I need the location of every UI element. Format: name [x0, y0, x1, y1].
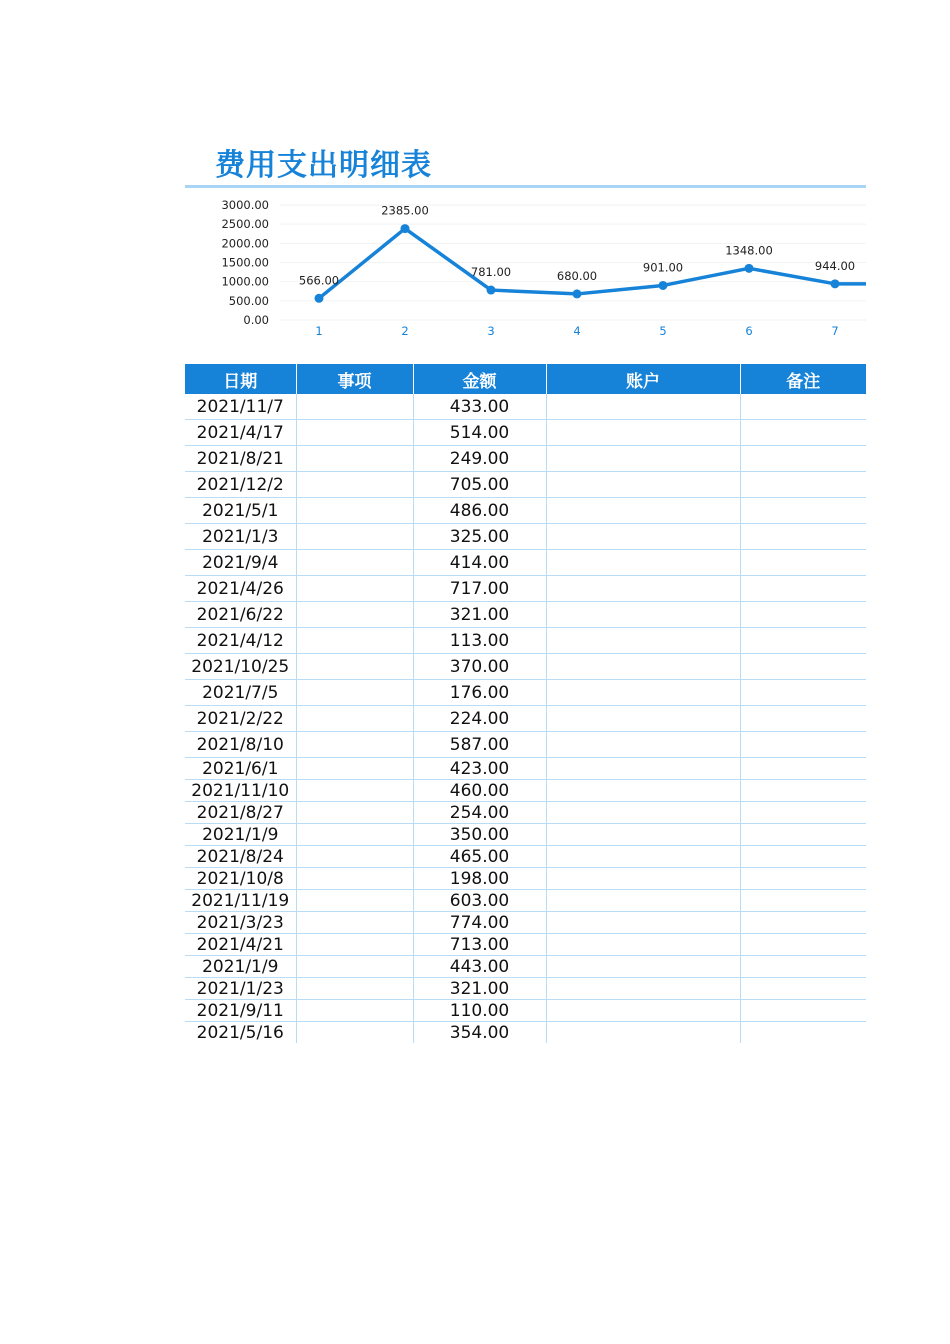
table-row [185, 758, 866, 780]
cell-account[interactable] [546, 780, 740, 802]
table-row [185, 802, 866, 824]
cell-account[interactable] [546, 420, 740, 446]
cell-date[interactable]: 2021/3/23 [185, 912, 296, 934]
cell-note[interactable] [740, 780, 866, 802]
cell-note[interactable] [740, 978, 866, 1000]
cell-amount[interactable]: 465.00 [413, 846, 546, 868]
cell-note[interactable] [740, 394, 866, 420]
cell-note[interactable] [740, 576, 866, 602]
chart-point [401, 224, 410, 233]
cell-amount[interactable]: 224.00 [413, 706, 546, 732]
cell-date[interactable]: 2021/6/1 [185, 758, 296, 780]
page-title: 费用支出明细表 [215, 148, 432, 183]
cell-item[interactable] [296, 732, 413, 758]
table-row [185, 780, 866, 802]
cell-date[interactable]: 2021/1/3 [185, 524, 296, 550]
cell-item[interactable] [296, 758, 413, 780]
header-amount[interactable]: 金额 [413, 364, 546, 394]
cell-date[interactable]: 2021/4/21 [185, 934, 296, 956]
chart-data-label: 944.00 [814, 258, 856, 273]
table-row [185, 446, 866, 472]
cell-account[interactable] [546, 524, 740, 550]
cell-account[interactable] [546, 706, 740, 732]
cell-note[interactable] [740, 524, 866, 550]
cell-note[interactable] [740, 446, 866, 472]
table-row [185, 628, 866, 654]
x-tick-label: 5 [659, 324, 667, 338]
cell-amount[interactable]: 514.00 [413, 420, 546, 446]
table-row [185, 732, 866, 758]
cell-item[interactable] [296, 780, 413, 802]
cell-note[interactable] [740, 602, 866, 628]
table-row [185, 868, 866, 890]
table-row [185, 550, 866, 576]
cell-amount[interactable]: 110.00 [413, 1000, 546, 1022]
cell-amount[interactable]: 325.00 [413, 524, 546, 550]
cell-amount[interactable]: 176.00 [413, 680, 546, 706]
cell-date[interactable]: 2021/4/26 [185, 576, 296, 602]
cell-amount[interactable]: 350.00 [413, 824, 546, 846]
cell-date[interactable]: 2021/11/10 [185, 780, 296, 802]
cell-item[interactable] [296, 472, 413, 498]
cell-account[interactable] [546, 732, 740, 758]
cell-note[interactable] [740, 420, 866, 446]
table-row [185, 1000, 866, 1022]
table-row [185, 824, 866, 846]
cell-date[interactable]: 2021/1/9 [185, 956, 296, 978]
cell-account[interactable] [546, 602, 740, 628]
cell-item[interactable] [296, 956, 413, 978]
chart-point [573, 289, 582, 298]
cell-account[interactable] [546, 446, 740, 472]
cell-note[interactable] [740, 1000, 866, 1022]
cell-account[interactable] [546, 934, 740, 956]
y-tick-label: 1500.00 [221, 255, 269, 270]
cell-account[interactable] [546, 956, 740, 978]
cell-note[interactable] [740, 956, 866, 978]
y-tick-label: 3000.00 [221, 198, 269, 212]
cell-date[interactable]: 2021/7/5 [185, 680, 296, 706]
y-tick-label: 500.00 [228, 293, 269, 308]
cell-date[interactable]: 2021/8/21 [185, 446, 296, 472]
chart-y-axis [221, 198, 269, 327]
cell-amount[interactable]: 486.00 [413, 498, 546, 524]
x-tick-label: 6 [745, 324, 753, 338]
cell-account[interactable] [546, 912, 740, 934]
cell-amount[interactable]: 254.00 [413, 802, 546, 824]
y-tick-label: 2500.00 [221, 217, 269, 232]
cell-amount[interactable]: 603.00 [413, 890, 546, 912]
cell-item[interactable] [296, 576, 413, 602]
cell-amount[interactable]: 705.00 [413, 472, 546, 498]
table-header-row [185, 364, 866, 394]
cell-item[interactable] [296, 602, 413, 628]
y-tick-label: 0.00 [243, 313, 269, 327]
cell-amount[interactable]: 370.00 [413, 654, 546, 680]
cell-item[interactable] [296, 934, 413, 956]
cell-item[interactable] [296, 446, 413, 472]
cell-note[interactable] [740, 846, 866, 868]
cell-account[interactable] [546, 680, 740, 706]
cell-note[interactable] [740, 472, 866, 498]
table-row [185, 846, 866, 868]
cell-account[interactable] [546, 654, 740, 680]
cell-amount[interactable]: 443.00 [413, 956, 546, 978]
cell-date[interactable]: 2021/11/19 [185, 890, 296, 912]
header-date[interactable]: 日期 [185, 364, 296, 394]
cell-date[interactable]: 2021/10/25 [185, 654, 296, 680]
table-row [185, 1022, 866, 1044]
cell-date[interactable]: 2021/4/12 [185, 628, 296, 654]
table-row [185, 956, 866, 978]
cell-note[interactable] [740, 628, 866, 654]
cell-item[interactable] [296, 1022, 413, 1044]
cell-note[interactable] [740, 680, 866, 706]
cell-date[interactable]: 2021/8/10 [185, 732, 296, 758]
cell-amount[interactable]: 321.00 [413, 602, 546, 628]
y-tick-label: 2000.00 [221, 236, 269, 251]
cell-date[interactable]: 2021/8/27 [185, 802, 296, 824]
cell-account[interactable] [546, 498, 740, 524]
cell-item[interactable] [296, 680, 413, 706]
cell-note[interactable] [740, 498, 866, 524]
chart-gridlines [280, 205, 866, 320]
cell-note[interactable] [740, 550, 866, 576]
table-row [185, 912, 866, 934]
cell-item[interactable] [296, 890, 413, 912]
table-row [185, 706, 866, 732]
cell-item[interactable] [296, 846, 413, 868]
cell-date[interactable]: 2021/2/22 [185, 706, 296, 732]
cell-item[interactable] [296, 524, 413, 550]
header-note[interactable]: 备注 [740, 364, 866, 394]
cell-date[interactable]: 2021/12/2 [185, 472, 296, 498]
cell-amount[interactable]: 249.00 [413, 446, 546, 472]
cell-date[interactable]: 2021/8/24 [185, 846, 296, 868]
chart-point [487, 286, 496, 295]
header-account[interactable]: 账户 [546, 364, 740, 394]
table-row [185, 680, 866, 706]
cell-note[interactable] [740, 912, 866, 934]
cell-account[interactable] [546, 628, 740, 654]
cell-item[interactable] [296, 978, 413, 1000]
cell-account[interactable] [546, 868, 740, 890]
cell-account[interactable] [546, 846, 740, 868]
chart-data-label: 2385.00 [381, 203, 429, 218]
expense-table [185, 364, 866, 1043]
cell-account[interactable] [546, 758, 740, 780]
cell-account[interactable] [546, 802, 740, 824]
cell-date[interactable]: 2021/5/16 [196, 1022, 284, 1043]
cell-account[interactable] [546, 1022, 740, 1044]
x-tick-label: 3 [487, 324, 495, 338]
cell-note[interactable] [740, 934, 866, 956]
cell-date[interactable]: 2021/9/11 [185, 1000, 296, 1022]
chart-data-label: 1348.00 [725, 243, 773, 258]
cell-note[interactable] [740, 824, 866, 846]
cell-account[interactable] [546, 550, 740, 576]
cell-amount[interactable]: 713.00 [413, 934, 546, 956]
cell-date[interactable]: 2021/6/22 [185, 602, 296, 628]
cell-amount[interactable]: 198.00 [413, 868, 546, 890]
chart-data-label: 781.00 [470, 265, 512, 280]
x-tick-label: 7 [831, 324, 839, 338]
cell-date[interactable]: 2021/10/8 [185, 868, 296, 890]
cell-amount[interactable]: 321.00 [413, 978, 546, 1000]
cell-account[interactable] [546, 1000, 740, 1022]
chart-point [659, 281, 668, 290]
chart-data-label: 566.00 [298, 273, 340, 288]
header-item[interactable]: 事项 [296, 364, 413, 394]
cell-amount[interactable]: 774.00 [413, 912, 546, 934]
table-row [185, 524, 866, 550]
cell-date[interactable]: 2021/9/4 [185, 550, 296, 576]
cell-amount[interactable]: 354.00 [413, 1022, 546, 1044]
cell-amount[interactable]: 113.00 [413, 628, 546, 654]
cell-date[interactable]: 2021/1/23 [185, 978, 296, 1000]
cell-item[interactable] [296, 654, 413, 680]
cell-item[interactable] [296, 394, 413, 420]
cell-item[interactable] [296, 912, 413, 934]
y-tick-label: 1000.00 [221, 274, 269, 289]
cell-note[interactable] [740, 1022, 866, 1044]
cell-amount[interactable]: 414.00 [413, 550, 546, 576]
cell-account[interactable] [546, 824, 740, 846]
table-row [185, 420, 866, 446]
cell-amount[interactable]: 423.00 [413, 758, 546, 780]
x-tick-label: 2 [401, 324, 409, 338]
cell-item[interactable] [296, 1000, 413, 1022]
chart-data-label: 901.00 [642, 260, 684, 275]
cell-amount[interactable]: 587.00 [413, 732, 546, 758]
cell-item[interactable] [296, 420, 413, 446]
table-row [185, 498, 866, 524]
cell-note[interactable] [740, 732, 866, 758]
cell-item[interactable] [296, 868, 413, 890]
cell-note[interactable] [740, 758, 866, 780]
cell-account[interactable] [546, 394, 740, 420]
chart-data-label: 680.00 [556, 268, 598, 283]
table-row [185, 934, 866, 956]
table-body [185, 394, 866, 1043]
cell-item[interactable] [296, 498, 413, 524]
cell-date[interactable]: 2021/11/7 [185, 394, 296, 420]
chart-point [745, 264, 754, 273]
chart-series-line [319, 229, 866, 299]
cell-note[interactable] [740, 706, 866, 732]
table-row [185, 978, 866, 1000]
cell-date[interactable]: 2021/4/17 [185, 420, 296, 446]
table-row [185, 654, 866, 680]
cell-item[interactable] [296, 706, 413, 732]
cell-date[interactable]: 2021/1/9 [185, 824, 296, 846]
chart-point [315, 294, 324, 303]
cell-amount[interactable]: 433.00 [413, 394, 546, 420]
cell-account[interactable] [546, 576, 740, 602]
chart-series [319, 229, 866, 299]
cell-account[interactable] [546, 978, 740, 1000]
table-row [185, 394, 866, 420]
expense-line-chart [0, 0, 950, 345]
cell-note[interactable] [740, 868, 866, 890]
chart-point [831, 279, 840, 288]
x-tick-label: 1 [315, 324, 323, 338]
cell-note[interactable] [740, 802, 866, 824]
cell-item[interactable] [296, 824, 413, 846]
cell-note[interactable] [740, 890, 866, 912]
cell-date[interactable]: 2021/5/1 [185, 498, 296, 524]
x-tick-label: 4 [573, 324, 581, 338]
cell-note[interactable] [740, 654, 866, 680]
cell-amount[interactable]: 460.00 [413, 780, 546, 802]
cell-item[interactable] [296, 802, 413, 824]
chart-x-axis [315, 324, 838, 338]
cell-item[interactable] [296, 628, 413, 654]
table-row [185, 576, 866, 602]
table-row [185, 890, 866, 912]
cell-item[interactable] [296, 550, 413, 576]
cell-account[interactable] [546, 890, 740, 912]
cell-account[interactable] [546, 472, 740, 498]
cell-amount[interactable]: 717.00 [413, 576, 546, 602]
table-row [185, 602, 866, 628]
table-row [185, 472, 866, 498]
